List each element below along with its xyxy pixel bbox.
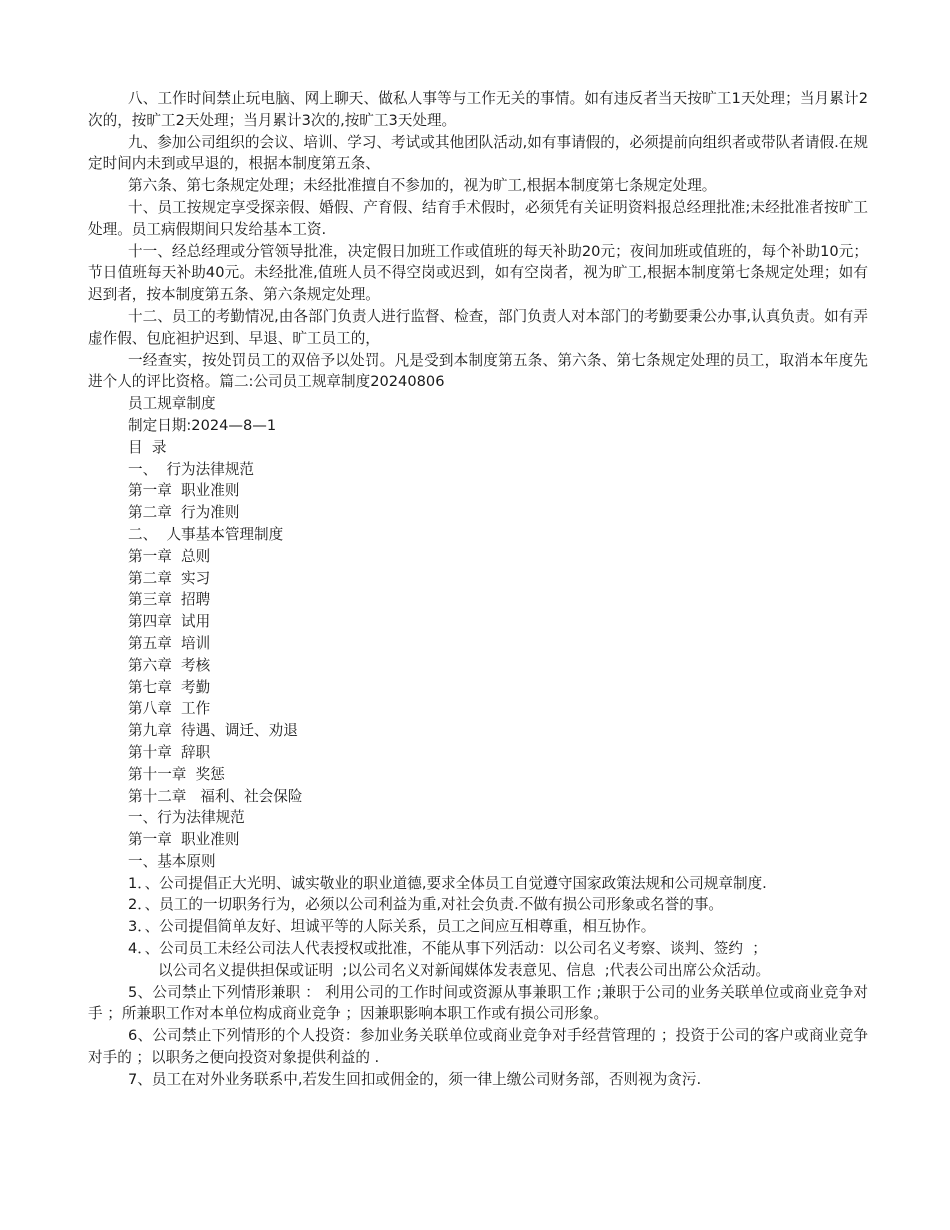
paragraph: 一经查实，按处罚员工的双倍予以处罚。凡是受到本制度第五条、第六条、第七条规定处理的员工，取消本年度先进个人的评比资格。篇二:公司员工规章制度20240806 <box>88 351 868 391</box>
toc-entry: 第五章 培训 <box>128 634 211 652</box>
toc-entry: 第四章 试用 <box>128 613 211 631</box>
document-body <box>88 88 868 1091</box>
section-heading: 一、行为法律规范 <box>128 809 245 827</box>
toc-entry: 第二章 实习 <box>128 569 211 587</box>
principle-item: 4．、公司员工未经公司法人代表授权或批准，不能从事下列活动：以公司名义考察、谈判、签约 ； <box>128 940 767 958</box>
chapter-heading: 第一章 职业准则 <box>128 831 240 849</box>
toc-entry: 第二章 行为准则 <box>128 504 240 522</box>
toc-entry: 第八章 工作 <box>128 700 211 718</box>
toc-entry: 二、 人事基本管理制度 <box>128 525 284 543</box>
rule-paragraph: 5、公司禁止下列情形兼职 ： 利用公司的工作时间或资源从事兼职工作 ;兼职于公司的业务关联单位或商业竞争对手 ；所兼职工作对本单位构成商业竞争 ；因兼职影响本职工作或有损公司形象。 <box>88 983 868 1023</box>
toc-entry: 一、 行为法律规范 <box>128 460 255 478</box>
toc-entry: 第九章 待遇、调迁、劝退 <box>128 722 298 740</box>
toc-entry: 第三章 招聘 <box>128 591 211 609</box>
toc-heading: 目 录 <box>128 438 167 456</box>
toc-entry: 第十二章 福利、社会保险 <box>128 787 303 805</box>
effective-date: 制定日期:2024—8—1 <box>128 416 277 434</box>
paragraph: 十、员工按规定享受探亲假、婚假、产育假、结育手术假时，必须凭有关证明资料报总经理批准;未经批准者按旷工处理。员工病假期间只发给基本工资. <box>88 198 868 238</box>
toc-entry: 第六章 考核 <box>128 656 211 674</box>
paragraph: 九、参加公司组织的会议、培训、学习、考试或其他团队活动,如有事请假的，必须提前向组织者或带队者请假.在规定时间内未到或早退的，根据本制度第五条、 <box>88 133 868 173</box>
principle-item: 3．、公司提倡简单友好、坦诚平等的人际关系，员工之间应互相尊重，相互协作。 <box>128 918 656 936</box>
paragraph: 第六条、第七条规定处理；未经批准擅自不参加的，视为旷工,根据本制度第七条规定处理。 <box>128 177 717 195</box>
toc-entry: 第十一章 奖惩 <box>128 765 225 783</box>
toc-entry: 第七章 考勤 <box>128 678 211 696</box>
principle-item: 2．、员工的一切职务行为，必须以公司利益为重,对社会负责.不做有损公司形象或名誉的事。 <box>128 896 724 914</box>
paragraph: 十一、经总经理或分管领导批准，决定假日加班工作或值班的每天补助20元；夜间加班或值班的，每个补助10元；节日值班每天补助40元。未经批准,值班人员不得空岗或迟到，如有空岗者，视为旷工,根据本制度第七条规定处理；如有迟到者，按本制度第五条、第六条规定处理。 <box>88 242 868 304</box>
toc-entry: 第十章 辞职 <box>128 743 211 761</box>
principle-item: 1．、公司提倡正大光明、诚实敬业的职业道德,要求全体员工自觉遵守国家政策法规和公司规章制度. <box>128 874 767 892</box>
toc-entry: 第一章 职业准则 <box>128 482 240 500</box>
paragraph: 十二、员工的考勤情况,由各部门负责人进行监督、检查，部门负责人对本部门的考勤要秉公办事,认真负责。如有弄虚作假、包庇袒护迟到、早退、旷工员工的， <box>88 307 868 347</box>
paragraph: 八、工作时间禁止玩电脑、网上聊天、做私人事等与工作无关的事情。如有违反者当天按旷工1天处理；当月累计2次的，按旷工2天处理；当月累计3次的,按旷工3天处理。 <box>88 90 868 129</box>
toc-entry: 第一章 总则 <box>128 547 211 565</box>
rule-paragraph: 6、公司禁止下列情形的个人投资：参加业务关联单位或商业竞争对手经营管理的 ；投资于公司的客户或商业竞争对手的 ；以职务之便向投资对象提供利益的 . <box>88 1027 868 1067</box>
principle-item-continuation: 以公司名义提供担保或证明 ;以公司名义对新闻媒体发表意见、信息 ;代表公司出席公众活动。 <box>158 961 771 979</box>
doc-title: 员工规章制度 <box>128 395 216 413</box>
subsection-heading: 一、基本原则 <box>128 852 216 870</box>
rule-paragraph: 7、员工在对外业务联系中,若发生回扣或佣金的，须一律上缴公司财务部，否则视为贪污. <box>128 1070 702 1088</box>
